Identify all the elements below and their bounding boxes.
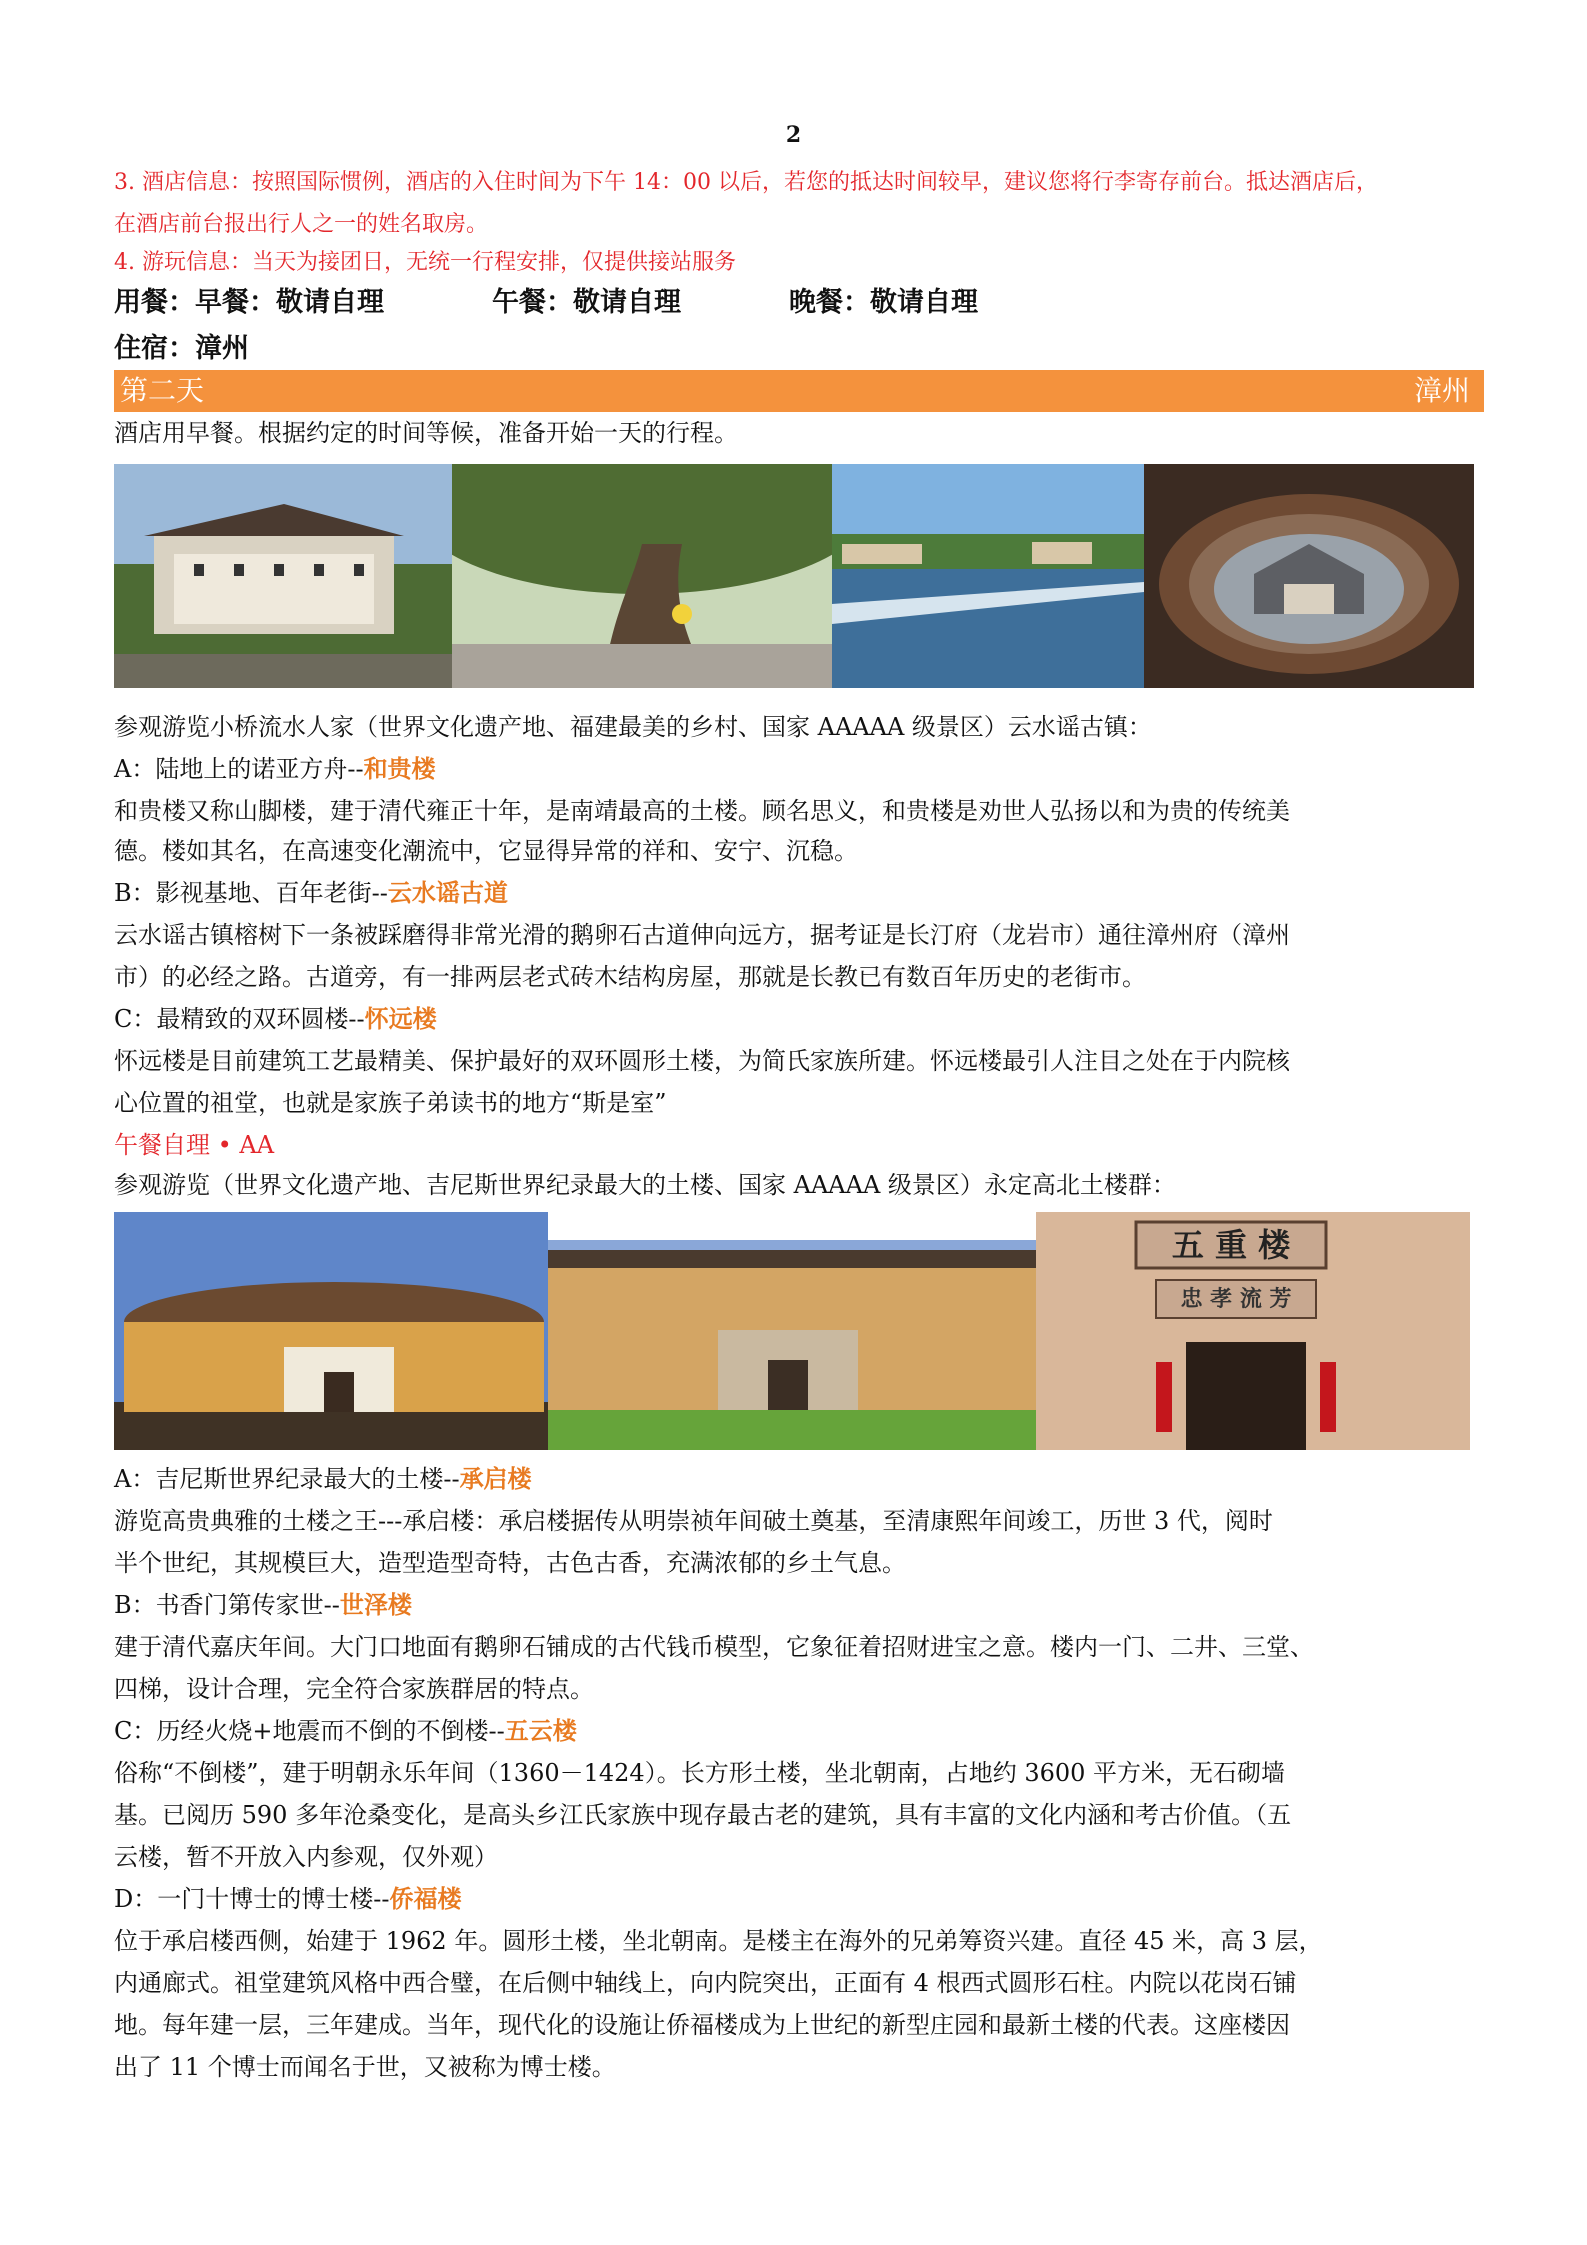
meals-label: 用餐： <box>114 287 195 318</box>
section1-a-text-1: 和贵楼又称山脚楼，建于清代雍正十年，是南靖最高的土楼。顾名思义，和贵楼是劝世人弘扬以和为贵的传统美 <box>114 797 1290 825</box>
section1-b-text-2: 市）的必经之路。古道旁，有一排两层老式砖木结构房屋，那就是长教已有数百年历史的老街市。 <box>114 963 1146 991</box>
section2-d-text-4: 出了 11 个博士而闻名于世，又被称为博士楼。 <box>114 2053 616 2081</box>
lunch-note: 午餐自理 • AA <box>114 1131 275 1159</box>
section2-c-prefix: C：历经火烧+地震而不倒的不倒楼-- <box>114 1717 505 1745</box>
section1-c-text-2: 心位置的祖堂，也就是家族子弟读书的地方“斯是室” <box>114 1089 667 1117</box>
section2-d-heading <box>114 1878 1484 1920</box>
photo-shize-building <box>548 1240 1036 1450</box>
section1-b-prefix: B：影视基地、百年老街-- <box>114 879 388 907</box>
section1-c-text-1: 怀远楼是目前建筑工艺最精美、保护最好的双环圆形土楼，为简氏家族所建。怀远楼最引人注目之处在于内院核 <box>114 1047 1290 1075</box>
tour-info: 4. 游玩信息：当天为接团日，无统一行程安排，仅提供接站服务 <box>114 250 736 275</box>
section1-b-heading <box>114 872 1484 914</box>
hotel-info-line-1: 3. 酒店信息：按照国际惯例，酒店的入住时间为下午 14：00 以后，若您的抵达时间较早，建议您将行李寄存前台。抵达酒店后， <box>114 170 1378 195</box>
gate-sign-bottom: 忠 孝 流 芳 <box>1180 1286 1292 1312</box>
hotel-info-line-2: 在酒店前台报出行人之一的姓名取房。 <box>114 212 489 237</box>
meal-dinner: 晚餐：敬请自理 <box>789 287 978 318</box>
page-number: 2 <box>785 122 802 148</box>
section2-c-name: 五云楼 <box>504 1716 577 1745</box>
section2-title: 参观游览（世界文化遗产地、吉尼斯世界纪录最大的土楼、国家 AAAAA 级景区）永定高北土楼群： <box>114 1171 1176 1199</box>
section1-b-text-1: 云水谣古镇榕树下一条被踩磨得非常光滑的鹅卵石古道伸向远方，据考证是长汀府（龙岩市）通往漳州府（漳州 <box>114 921 1290 949</box>
section2-b-heading <box>114 1584 1484 1626</box>
photo-hegui-building <box>114 464 452 688</box>
day-banner-city: 漳州 <box>1413 374 1470 407</box>
section2-b-prefix: B：书香门第传家世-- <box>114 1591 340 1619</box>
photo-huaiyuan-round <box>1144 464 1474 688</box>
section2-a-text-2: 半个世纪，其规模巨大，造型造型奇特，古色古香，充满浓郁的乡土气息。 <box>114 1549 906 1577</box>
section2-c-text-2: 基。已阅历 590 多年沧桑变化，是高头乡江氏家族中现存最古老的建筑，具有丰富的文化内涵和考古价值。（五 <box>114 1801 1292 1829</box>
photo-stone-bridge <box>832 464 1144 688</box>
section2-b-text-2: 四梯，设计合理，完全符合家族群居的特点。 <box>114 1675 594 1703</box>
photo-wuyun-gate <box>1036 1212 1470 1450</box>
section1-c-name: 怀远楼 <box>364 1004 437 1033</box>
section2-b-text-1: 建于清代嘉庆年间。大门口地面有鹅卵石铺成的古代钱币模型，它象征着招财进宝之意。楼内一门、二井、三堂、 <box>114 1633 1314 1661</box>
day-banner <box>114 370 1484 412</box>
section2-d-text-1: 位于承启楼西侧，始建于 1962 年。圆形土楼，坐北朝南。是楼主在海外的兄弟筹资兴建。直径 45 米，高 3 层， <box>114 1927 1323 1955</box>
section1-a-name: 和贵楼 <box>363 754 436 783</box>
section2-c-text-3: 云楼，暂不开放入内参观，仅外观） <box>114 1843 498 1871</box>
photo-chengqi-round <box>114 1212 548 1450</box>
intro-text: 酒店用早餐。根据约定的时间等候，准备开始一天的行程。 <box>114 419 738 447</box>
section1-a-text-2: 德。楼如其名，在高速变化潮流中，它显得异常的祥和、安宁、沉稳。 <box>114 837 858 865</box>
section2-c-text-1: 俗称“不倒楼”，建于明朝永乐年间（1360－1424）。长方形土楼，坐北朝南，占地约 3600 平方米，无石砌墙 <box>114 1759 1286 1787</box>
section1-c-prefix: C：最精致的双环圆楼-- <box>114 1005 365 1033</box>
day-banner-title: 第二天 <box>120 374 205 407</box>
section2-a-name: 承启楼 <box>459 1464 532 1493</box>
section1-c-heading <box>114 998 1484 1040</box>
section1-b-name: 云水谣古道 <box>387 878 508 907</box>
section2-d-text-3: 地。每年建一层，三年建成。当年，现代化的设施让侨福楼成为上世纪的新型庄园和最新土楼的代表。这座楼因 <box>114 2011 1290 2039</box>
lodging: 住宿：漳州 <box>114 333 249 364</box>
section2-a-heading <box>114 1458 1484 1500</box>
section2-d-text-2: 内通廊式。祖堂建筑风格中西合璧，在后侧中轴线上，向内院突出，正面有 4 根西式圆形石柱。内院以花岗石铺 <box>114 1969 1297 1997</box>
section1-a-prefix: A：陆地上的诺亚方舟-- <box>114 755 364 783</box>
section2-a-text-1: 游览高贵典雅的土楼之王---承启楼：承启楼据传从明崇祯年间破土奠基，至清康熙年间竣工，历世 3 代，阅时 <box>114 1507 1273 1535</box>
section2-d-name: 侨福楼 <box>389 1884 462 1913</box>
section2-b-name: 世泽楼 <box>339 1590 412 1619</box>
gate-sign-top: 五 重 楼 <box>1171 1226 1291 1264</box>
meal-breakfast: 早餐：敬请自理 <box>195 287 384 318</box>
meal-lunch: 午餐：敬请自理 <box>492 287 681 318</box>
section2-d-prefix: D：一门十博士的博士楼-- <box>114 1885 390 1913</box>
section2-c-heading <box>114 1710 1484 1752</box>
section2-a-prefix: A：吉尼斯世界纪录最大的土楼-- <box>114 1465 460 1493</box>
section1-title: 参观游览小桥流水人家（世界文化遗产地、福建最美的乡村、国家 AAAAA 级景区）云水谣古镇： <box>114 713 1152 741</box>
meals-row <box>114 282 1484 324</box>
photo-yunshuiyao-tree <box>452 464 832 688</box>
section1-a-heading <box>114 748 1484 790</box>
